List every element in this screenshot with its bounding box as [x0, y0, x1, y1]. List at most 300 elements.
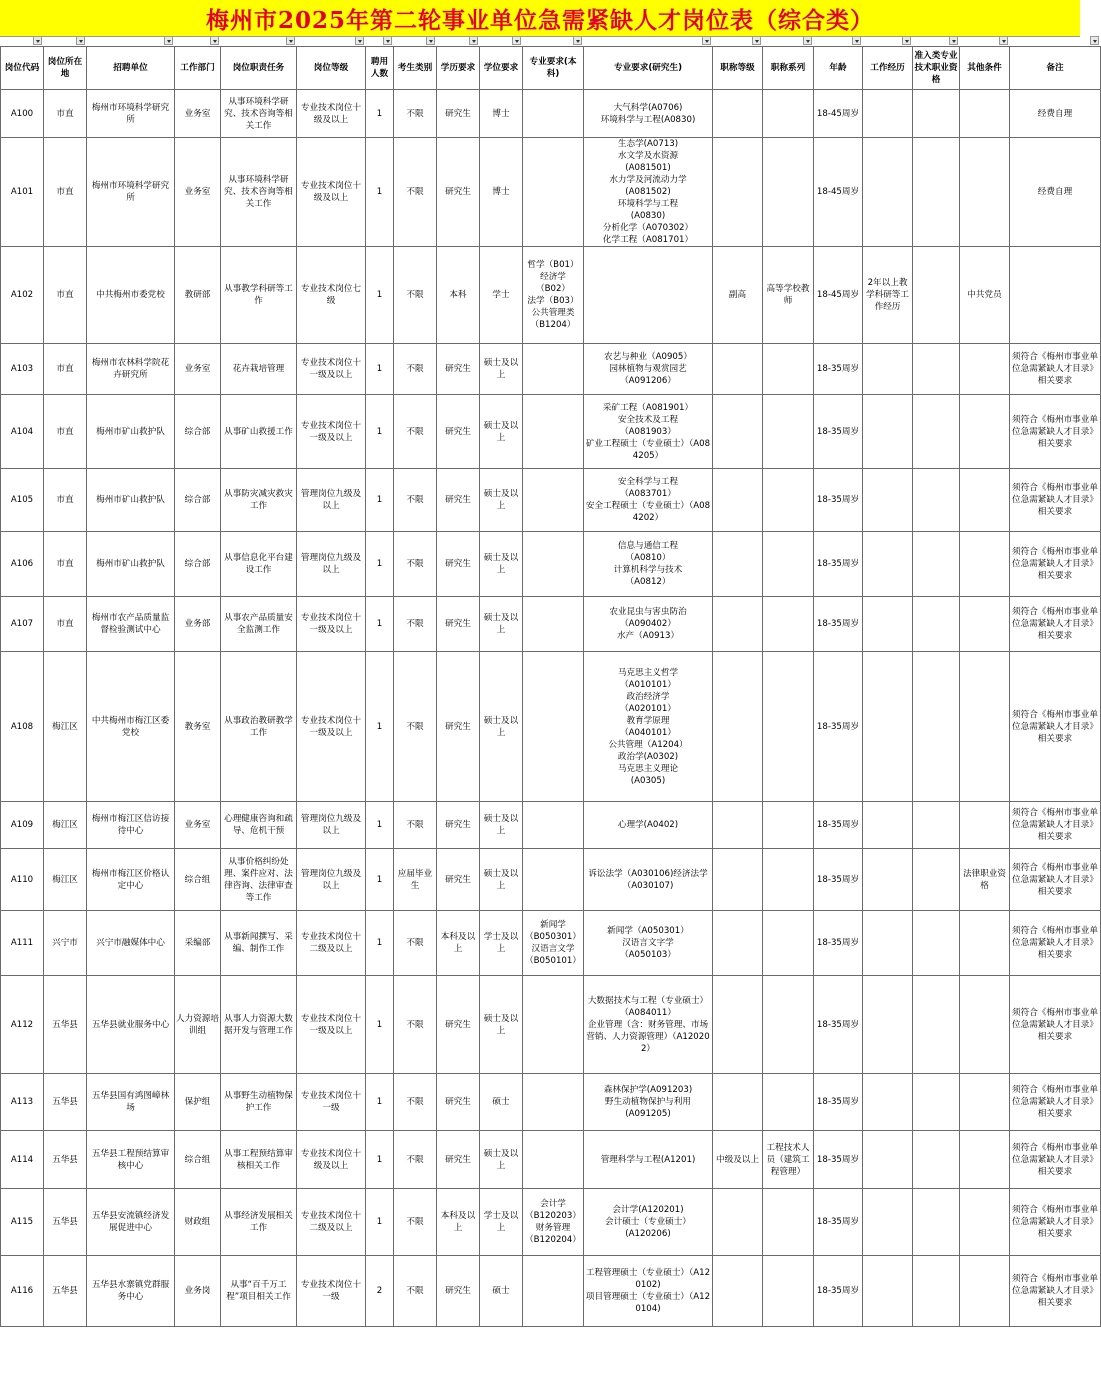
col-header-work-experience: 工作经历 [863, 47, 913, 90]
cell-grade: 专业技术岗位十二级及以上 [297, 1189, 366, 1256]
cell-age: 18-35周岁 [814, 395, 863, 469]
filter-cell [365, 36, 393, 46]
cell-remarks: 须符合《梅州市事业单位急需紧缺人才目录》相关要求 [1010, 344, 1101, 395]
cell-title-series [763, 976, 814, 1074]
cell-title-level [713, 138, 763, 247]
table-row [1, 1074, 1101, 1131]
cell-department: 财政组 [175, 1189, 221, 1256]
cell-other-conditions [960, 1189, 1010, 1256]
cell-candidate-type: 不限 [394, 532, 437, 597]
col-header-count: 聘用人数 [366, 47, 394, 90]
page-title: 梅州市2025年第二轮事业单位急需紧缺人才岗位表（综合类） [205, 6, 874, 34]
cell-qualification [913, 1189, 960, 1256]
cell-count: 1 [366, 138, 394, 247]
cell-education: 本科及以上 [437, 1189, 480, 1256]
cell-education: 研究生 [437, 976, 480, 1074]
cell-title-series [763, 597, 814, 652]
cell-code: A103 [1, 344, 44, 395]
table-row [1, 652, 1101, 802]
cell-department: 采编部 [175, 911, 221, 976]
cell-remarks: 须符合《梅州市事业单位急需紧缺人才目录》相关要求 [1010, 911, 1101, 976]
filter-cell [862, 36, 912, 46]
filter-dropdown-icon[interactable] [1090, 36, 1099, 45]
cell-other-conditions [960, 1131, 1010, 1189]
cell-grade: 专业技术岗位七级 [297, 247, 366, 344]
cell-unit: 梅州市梅江区价格认定中心 [87, 849, 175, 911]
cell-unit: 梅州市环境科学研究所 [87, 138, 175, 247]
filter-cell [712, 36, 762, 46]
table-row [1, 90, 1101, 138]
filter-cell [1009, 36, 1100, 46]
cell-unit: 梅州市矿山救护队 [87, 532, 175, 597]
cell-education: 研究生 [437, 849, 480, 911]
cell-qualification [913, 597, 960, 652]
cell-title-level [713, 911, 763, 976]
cell-qualification [913, 849, 960, 911]
cell-age: 18-35周岁 [814, 1074, 863, 1131]
filter-dropdown-icon[interactable] [512, 36, 521, 45]
col-header-title-series: 职称系列 [763, 47, 814, 90]
filter-dropdown-icon[interactable] [426, 36, 435, 45]
cell-major-graduate: 森林保护学(A091203) 野生动植物保护与利用 (A091205) [584, 1074, 713, 1131]
cell-location: 梅江区 [44, 652, 87, 802]
cell-education: 研究生 [437, 344, 480, 395]
cell-duties: 从事政治教研教学工作 [221, 652, 297, 802]
cell-education: 研究生 [437, 138, 480, 247]
cell-education: 研究生 [437, 395, 480, 469]
cell-candidate-type: 不限 [394, 652, 437, 802]
cell-work-experience [863, 911, 913, 976]
table-row [1, 1131, 1101, 1189]
filter-dropdown-icon[interactable] [902, 36, 911, 45]
cell-major-graduate: 工程管理硕士（专业硕士）（A120102) 项目管理硕士（专业硕士）（A120104) [584, 1256, 713, 1327]
cell-qualification [913, 1131, 960, 1189]
table-row [1, 247, 1101, 344]
cell-grade: 管理岗位九级及以上 [297, 469, 366, 532]
cell-candidate-type: 不限 [394, 138, 437, 247]
cell-remarks: 须符合《梅州市事业单位急需紧缺人才目录》相关要求 [1010, 1074, 1101, 1131]
cell-major-graduate: 马克思主义哲学 （A010101） 政治经济学 （A020101） 教育学原理 （A040101） 公共管理（A1204） 政治学(A0302) 马克思主义理论 (A0305) [584, 652, 713, 802]
cell-location: 市直 [44, 532, 87, 597]
filter-cell [296, 36, 365, 46]
col-header-other-conditions: 其他条件 [960, 47, 1010, 90]
cell-title-level [713, 802, 763, 849]
cell-duties: 从事“百千万工程”项目相关工作 [221, 1256, 297, 1327]
cell-grade: 管理岗位九级及以上 [297, 532, 366, 597]
cell-grade: 专业技术岗位十一级及以上 [297, 652, 366, 802]
cell-title-series [763, 652, 814, 802]
header-row [1, 47, 1101, 90]
cell-qualification [913, 90, 960, 138]
cell-code: A112 [1, 976, 44, 1074]
cell-department: 综合组 [175, 1131, 221, 1189]
cell-degree: 硕士及以上 [480, 1131, 523, 1189]
cell-unit: 兴宁市融媒体中心 [87, 911, 175, 976]
cell-location: 五华县 [44, 1074, 87, 1131]
col-header-grade: 岗位等级 [297, 47, 366, 90]
cell-major-bachelor [523, 976, 584, 1074]
cell-title-series [763, 1189, 814, 1256]
cell-degree: 硕士及以上 [480, 344, 523, 395]
cell-qualification [913, 1074, 960, 1131]
cell-duties: 从事矿山救援工作 [221, 395, 297, 469]
cell-unit: 中共梅州市梅江区委党校 [87, 652, 175, 802]
cell-education: 研究生 [437, 597, 480, 652]
cell-title-level: 中级及以上 [713, 1131, 763, 1189]
cell-work-experience [863, 138, 913, 247]
cell-duties: 从事人力资源大数据开发与管理工作 [221, 976, 297, 1074]
cell-remarks: 经费自理 [1010, 138, 1101, 247]
filter-cell [393, 36, 436, 46]
filter-cell [522, 36, 583, 46]
cell-code: A113 [1, 1074, 44, 1131]
cell-candidate-type: 不限 [394, 90, 437, 138]
cell-unit: 梅州市环境科学研究所 [87, 90, 175, 138]
cell-degree: 学士 [480, 247, 523, 344]
cell-location: 市直 [44, 247, 87, 344]
cell-count: 1 [366, 247, 394, 344]
cell-location: 兴宁市 [44, 911, 87, 976]
cell-qualification [913, 344, 960, 395]
cell-code: A107 [1, 597, 44, 652]
cell-qualification [913, 247, 960, 344]
cell-title-series [763, 90, 814, 138]
col-header-education: 学历要求 [437, 47, 480, 90]
cell-duties: 从事野生动植物保护工作 [221, 1074, 297, 1131]
cell-age: 18-35周岁 [814, 652, 863, 802]
cell-title-level [713, 597, 763, 652]
cell-remarks: 须符合《梅州市事业单位急需紧缺人才目录》相关要求 [1010, 976, 1101, 1074]
cell-work-experience [863, 802, 913, 849]
cell-grade: 专业技术岗位十一级及以上 [297, 344, 366, 395]
cell-department: 保护组 [175, 1074, 221, 1131]
col-header-location: 岗位所在地 [44, 47, 87, 90]
cell-work-experience [863, 849, 913, 911]
filter-dropdown-icon[interactable] [76, 36, 85, 45]
cell-other-conditions [960, 344, 1010, 395]
cell-location: 市直 [44, 469, 87, 532]
cell-duties: 从事信息化平台建设工作 [221, 532, 297, 597]
filter-dropdown-icon[interactable] [355, 36, 364, 45]
cell-work-experience [863, 532, 913, 597]
cell-work-experience [863, 976, 913, 1074]
cell-age: 18-35周岁 [814, 1131, 863, 1189]
cell-title-level [713, 469, 763, 532]
cell-candidate-type: 不限 [394, 469, 437, 532]
filter-dropdown-icon[interactable] [752, 36, 761, 45]
cell-department: 综合部 [175, 395, 221, 469]
cell-title-level: 副高 [713, 247, 763, 344]
cell-grade: 管理岗位九级及以上 [297, 802, 366, 849]
cell-candidate-type: 不限 [394, 395, 437, 469]
cell-count: 1 [366, 597, 394, 652]
autofilter-row [0, 36, 1080, 46]
cell-location: 梅江区 [44, 849, 87, 911]
filter-cell [220, 36, 296, 46]
table-row [1, 802, 1101, 849]
cell-location: 五华县 [44, 976, 87, 1074]
cell-code: A110 [1, 849, 44, 911]
col-header-candidate-type: 考生类别 [394, 47, 437, 90]
cell-degree: 博士 [480, 138, 523, 247]
cell-age: 18-45周岁 [814, 138, 863, 247]
cell-other-conditions [960, 532, 1010, 597]
cell-department: 教研部 [175, 247, 221, 344]
cell-grade: 专业技术岗位十一级及以上 [297, 597, 366, 652]
cell-duties: 从事防灾减灾救灾工作 [221, 469, 297, 532]
cell-other-conditions [960, 911, 1010, 976]
cell-duties: 从事农产品质量安全监测工作 [221, 597, 297, 652]
col-header-title-level: 职称等级 [713, 47, 763, 90]
cell-code: A101 [1, 138, 44, 247]
filter-cell [174, 36, 220, 46]
cell-major-bachelor [523, 532, 584, 597]
cell-education: 研究生 [437, 652, 480, 802]
cell-unit: 梅州市农产品质量监督检验测试中心 [87, 597, 175, 652]
cell-department: 业务室 [175, 90, 221, 138]
filter-dropdown-icon[interactable] [803, 36, 812, 45]
cell-title-series [763, 1074, 814, 1131]
cell-major-bachelor [523, 90, 584, 138]
cell-remarks: 须符合《梅州市事业单位急需紧缺人才目录》相关要求 [1010, 597, 1101, 652]
cell-qualification [913, 469, 960, 532]
cell-remarks: 经费自理 [1010, 90, 1101, 138]
table-row [1, 532, 1101, 597]
cell-duties: 从事环境科学研究、技术咨询等相关工作 [221, 90, 297, 138]
cell-age: 18-45周岁 [814, 90, 863, 138]
cell-degree: 硕士及以上 [480, 469, 523, 532]
filter-dropdown-icon[interactable] [286, 36, 295, 45]
cell-degree: 硕士 [480, 1074, 523, 1131]
cell-remarks: 须符合《梅州市事业单位急需紧缺人才目录》相关要求 [1010, 652, 1101, 802]
cell-major-bachelor [523, 395, 584, 469]
cell-major-graduate: 农艺与种业（A0905） 园林植物与观赏园艺 （A091206） [584, 344, 713, 395]
cell-remarks: 须符合《梅州市事业单位急需紧缺人才目录》相关要求 [1010, 469, 1101, 532]
cell-education: 研究生 [437, 1131, 480, 1189]
cell-unit: 梅州市矿山救护队 [87, 395, 175, 469]
col-header-age: 年龄 [814, 47, 863, 90]
cell-grade: 专业技术岗位十二级及以上 [297, 911, 366, 976]
cell-code: A108 [1, 652, 44, 802]
cell-major-bachelor [523, 1074, 584, 1131]
cell-code: A109 [1, 802, 44, 849]
cell-major-graduate: 生态学(A0713) 水文学及水资源 (A081501) 水力学及河流动力学 (A081502) 环境科学与工程 (A0830) 分析化学（A070302） 化学工程（A081701） [584, 138, 713, 247]
cell-remarks: 须符合《梅州市事业单位急需紧缺人才目录》相关要求 [1010, 1189, 1101, 1256]
cell-unit: 五华县安流镇经济发展促进中心 [87, 1189, 175, 1256]
cell-candidate-type: 不限 [394, 1189, 437, 1256]
cell-location: 市直 [44, 138, 87, 247]
cell-education: 研究生 [437, 469, 480, 532]
cell-education: 研究生 [437, 1256, 480, 1327]
filter-dropdown-icon[interactable] [210, 36, 219, 45]
filter-dropdown-icon[interactable] [702, 36, 711, 45]
cell-code: A105 [1, 469, 44, 532]
filter-cell [762, 36, 813, 46]
cell-code: A104 [1, 395, 44, 469]
cell-grade: 专业技术岗位十一级及以上 [297, 976, 366, 1074]
cell-code: A100 [1, 90, 44, 138]
cell-age: 18-35周岁 [814, 1189, 863, 1256]
cell-degree: 学士及以上 [480, 1189, 523, 1256]
col-header-duties: 岗位职责任务 [221, 47, 297, 90]
cell-major-graduate: 信息与通信工程 （A0810） 计算机科学与技术 （A0812） [584, 532, 713, 597]
cell-title-series [763, 469, 814, 532]
filter-dropdown-icon[interactable] [573, 36, 582, 45]
cell-major-bachelor [523, 1131, 584, 1189]
cell-remarks: 须符合《梅州市事业单位急需紧缺人才目录》相关要求 [1010, 1131, 1101, 1189]
filter-dropdown-icon[interactable] [164, 36, 173, 45]
cell-major-graduate: 诉讼法学（A030106)经济法学（A030107) [584, 849, 713, 911]
filter-dropdown-icon[interactable] [999, 36, 1008, 45]
cell-location: 市直 [44, 395, 87, 469]
cell-work-experience [863, 1189, 913, 1256]
cell-department: 业务室 [175, 802, 221, 849]
cell-major-graduate: 农业昆虫与害虫防治 （A090402） 水产（A0913） [584, 597, 713, 652]
cell-title-level [713, 1256, 763, 1327]
cell-other-conditions [960, 90, 1010, 138]
cell-major-graduate: 心理学(A0402) [584, 802, 713, 849]
cell-title-series [763, 532, 814, 597]
cell-unit: 五华县水寨镇党群服务中心 [87, 1256, 175, 1327]
cell-major-graduate: 新闻学（A050301） 汉语言文字学 （A050103） [584, 911, 713, 976]
cell-unit: 五华县就业服务中心 [87, 976, 175, 1074]
cell-major-bachelor [523, 802, 584, 849]
cell-count: 1 [366, 395, 394, 469]
cell-major-graduate: 会计学(A120201) 会计硕士（专业硕士） (A120206) [584, 1189, 713, 1256]
cell-count: 1 [366, 849, 394, 911]
cell-major-bachelor [523, 344, 584, 395]
cell-major-bachelor [523, 469, 584, 532]
cell-work-experience [863, 652, 913, 802]
cell-qualification [913, 652, 960, 802]
cell-degree: 硕士及以上 [480, 802, 523, 849]
cell-age: 18-35周岁 [814, 976, 863, 1074]
cell-other-conditions: 法律职业资格 [960, 849, 1010, 911]
cell-qualification [913, 911, 960, 976]
cell-age: 18-35周岁 [814, 597, 863, 652]
cell-candidate-type: 不限 [394, 802, 437, 849]
filter-dropdown-icon[interactable] [949, 36, 958, 45]
cell-work-experience: 2年以上教学科研等工作经历 [863, 247, 913, 344]
cell-location: 五华县 [44, 1131, 87, 1189]
cell-count: 1 [366, 652, 394, 802]
cell-major-graduate: 大气科学(A0706) 环境科学与工程(A0830) [584, 90, 713, 138]
filter-dropdown-icon[interactable] [383, 36, 392, 45]
filter-dropdown-icon[interactable] [852, 36, 861, 45]
cell-count: 1 [366, 90, 394, 138]
cell-title-series [763, 344, 814, 395]
cell-location: 五华县 [44, 1189, 87, 1256]
cell-title-series [763, 911, 814, 976]
cell-title-level [713, 532, 763, 597]
cell-age: 18-35周岁 [814, 1256, 863, 1327]
cell-duties: 从事经济发展相关工作 [221, 1189, 297, 1256]
cell-age: 18-35周岁 [814, 469, 863, 532]
cell-education: 研究生 [437, 802, 480, 849]
filter-cell [959, 36, 1009, 46]
cell-major-bachelor: 会计学 （B120203） 财务管理 （B120204） [523, 1189, 584, 1256]
cell-candidate-type: 不限 [394, 344, 437, 395]
cell-code: A114 [1, 1131, 44, 1189]
cell-title-series [763, 138, 814, 247]
cell-major-graduate [584, 247, 713, 344]
cell-unit: 梅州市农林科学院花卉研究所 [87, 344, 175, 395]
cell-degree: 硕士及以上 [480, 849, 523, 911]
cell-unit: 五华县国有鸿图嶂林场 [87, 1074, 175, 1131]
filter-cell [86, 36, 174, 46]
table-row [1, 976, 1101, 1074]
cell-remarks: 须符合《梅州市事业单位急需紧缺人才目录》相关要求 [1010, 849, 1101, 911]
cell-department: 人力资源培训组 [175, 976, 221, 1074]
cell-department: 业务室 [175, 344, 221, 395]
cell-work-experience [863, 1074, 913, 1131]
cell-count: 1 [366, 1074, 394, 1131]
cell-age: 18-35周岁 [814, 802, 863, 849]
cell-work-experience [863, 469, 913, 532]
col-header-remarks: 备注 [1010, 47, 1101, 90]
cell-title-series [763, 802, 814, 849]
cell-grade: 管理岗位九级及以上 [297, 849, 366, 911]
cell-location: 市直 [44, 597, 87, 652]
cell-other-conditions: 中共党员 [960, 247, 1010, 344]
cell-title-level [713, 849, 763, 911]
cell-grade: 专业技术岗位十一级 [297, 1074, 366, 1131]
cell-grade: 专业技术岗位十一级及以上 [297, 395, 366, 469]
filter-cell [43, 36, 86, 46]
cell-major-graduate: 管理科学与工程(A1201) [584, 1131, 713, 1189]
cell-work-experience [863, 90, 913, 138]
filter-dropdown-icon[interactable] [469, 36, 478, 45]
cell-code: A102 [1, 247, 44, 344]
cell-grade: 专业技术岗位十级及以上 [297, 1131, 366, 1189]
cell-qualification [913, 802, 960, 849]
cell-department: 综合部 [175, 532, 221, 597]
cell-title-series: 工程技术人员（建筑工程管理） [763, 1131, 814, 1189]
cell-major-bachelor [523, 1256, 584, 1327]
cell-degree: 学士及以上 [480, 911, 523, 976]
cell-education: 本科及以上 [437, 911, 480, 976]
cell-candidate-type: 不限 [394, 976, 437, 1074]
filter-cell [813, 36, 862, 46]
cell-degree: 硕士及以上 [480, 652, 523, 802]
cell-age: 18-35周岁 [814, 344, 863, 395]
cell-degree: 硕士及以上 [480, 532, 523, 597]
cell-major-bachelor [523, 652, 584, 802]
cell-other-conditions [960, 1256, 1010, 1327]
job-table [0, 46, 1101, 1327]
cell-education: 研究生 [437, 532, 480, 597]
cell-count: 1 [366, 1189, 394, 1256]
cell-duties: 从事新闻撰写、采编、制作工作 [221, 911, 297, 976]
cell-work-experience [863, 597, 913, 652]
cell-grade: 专业技术岗位十级及以上 [297, 138, 366, 247]
cell-remarks: 须符合《梅州市事业单位急需紧缺人才目录》相关要求 [1010, 1256, 1101, 1327]
table-row [1, 469, 1101, 532]
cell-major-bachelor [523, 597, 584, 652]
cell-remarks [1010, 247, 1101, 344]
cell-age: 18-35周岁 [814, 911, 863, 976]
cell-location: 五华县 [44, 1256, 87, 1327]
cell-candidate-type: 不限 [394, 1131, 437, 1189]
cell-age: 18-35周岁 [814, 532, 863, 597]
col-header-department: 工作部门 [175, 47, 221, 90]
cell-work-experience [863, 395, 913, 469]
cell-degree: 博士 [480, 90, 523, 138]
cell-major-graduate: 采矿工程（A081901） 安全技术及工程 （A081903） 矿业工程硕士（专业硕士）（A084205） [584, 395, 713, 469]
filter-dropdown-icon[interactable] [33, 36, 42, 45]
cell-candidate-type: 不限 [394, 911, 437, 976]
cell-duties: 心理健康咨询和疏导、危机干预 [221, 802, 297, 849]
